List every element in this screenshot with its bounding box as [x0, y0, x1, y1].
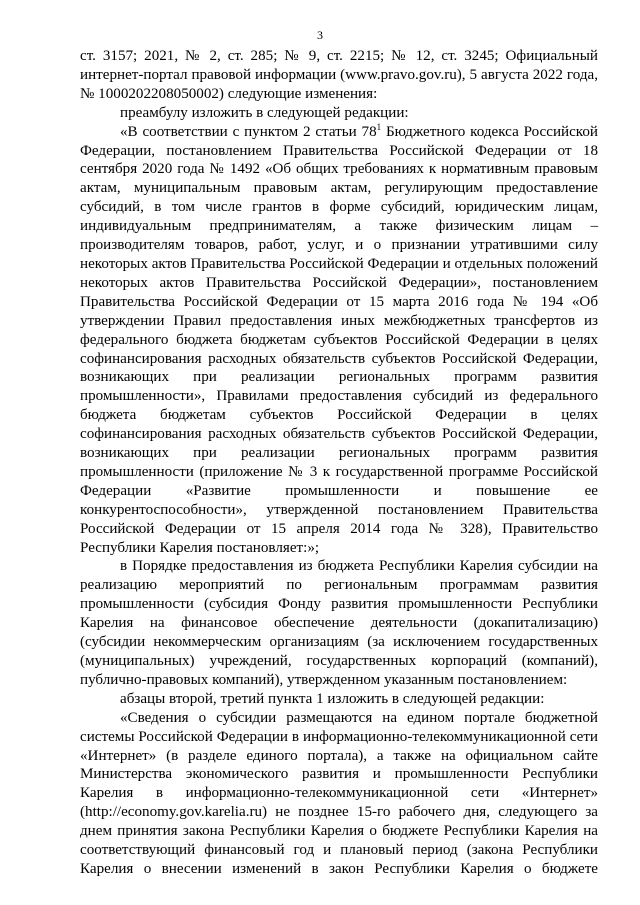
preamble-lead: «В соответствии с пунктом 2 статьи 78: [120, 123, 377, 140]
paragraph-sources: ст. 3157; 2021, № 2, ст. 285; № 9, ст. 2215; № 12, ст. 3245; Официальный интернет-портал правовой информации (www.pravo.gov.ru), 5 августа 2022 года, № 1000202208050002) следующие изменения:: [80, 48, 598, 102]
preamble-body: Бюджетного кодекса Российской Федерации, постановлением Правительства Российской Федерации от 18 сентября 2020 года № 1492 «Об общих требованиях к нормативным правовым актам, муниципальным правовым актам, регулирующим предоставление субсидий, в том числе грантов в форме субсидий, юридическим лицам, индивидуальным предпринимателям, а также физическим лицам – производителям товаров, работ, услуг, и о признании утратившими силу некоторых актов Правительства Российской Федерации и отдельных положений некоторых актов Правительства Российской Федерации», постановлением Правительства Российской Федерации от 15 марта 2016 года № 194 «Об утверждении Правил предоставления иных межбюджетных трансфертов из федерального бюджета бюджетам субъектов Российской Федерации в целях софинансирования расходных обязательств субъектов Российской Федерации, возникающих при реализации региональных программ развития промышленности», Правилами предоставления субсидий из федерального бюджета бюджетам субъектов Российской Федерации в целях софинансирования расходных обязательств субъектов Российской Федерации, возникающих при реализации региональных программ развития промышленности (приложение № 3 к государственной программе Российской Федерации «Развитие промышленности и повышение ее конкурентоспособности», утвержденной постановлением Правительства Российской Федерации от 15 апреля 2014 года № 328), Правительство Республики Карелия постановляет:»;: [80, 123, 598, 556]
document-body: [80, 47, 598, 879]
paragraph-subsidy-info: «Сведения о субсидии размещаются на едином портале бюджетной системы Российской Федерации в информационно-телекоммуникационной сети «Интернет» (в разделе единого портала), а также на официальном сайте Министерства экономического развития и промышленности Республики Карелия в информационно-телекоммуникационной сети «Интернет» (http://economy.gov.karelia.ru) не позднее 15-го рабочего дня, следующего за днем принятия закона Республики Карелия о бюджете Республики Карелия на соответствующий финансовый год и плановый период (закона Республики Карелия о внесении изменений в закон Республики Карелия о бюджете: [80, 709, 598, 877]
page-number: 3: [317, 28, 323, 42]
paragraph-procedure: в Порядке предоставления из бюджета Республики Карелия субсидии на реализацию мероприятий по региональным программам развития промышленности (субсидия Фонду развития промышленности Республики Карелия на финансовое обеспечение деятельности (докапитализацию) (субсидии некоммерческим организациям (за исключением государственных (муниципальных) учреждений, государственных корпораций (компаний), публично-правовых компаний), утвержденном указанным постановлением:: [80, 558, 598, 688]
paragraph-preamble-instruction: преамбулу изложить в следующей редакции:: [120, 104, 409, 121]
paragraph-clause-instruction: абзацы второй, третий пункта 1 изложить в следующей редакции:: [120, 690, 545, 707]
article-superscript: 1: [376, 121, 382, 132]
paragraph-preamble-text: [80, 123, 598, 558]
